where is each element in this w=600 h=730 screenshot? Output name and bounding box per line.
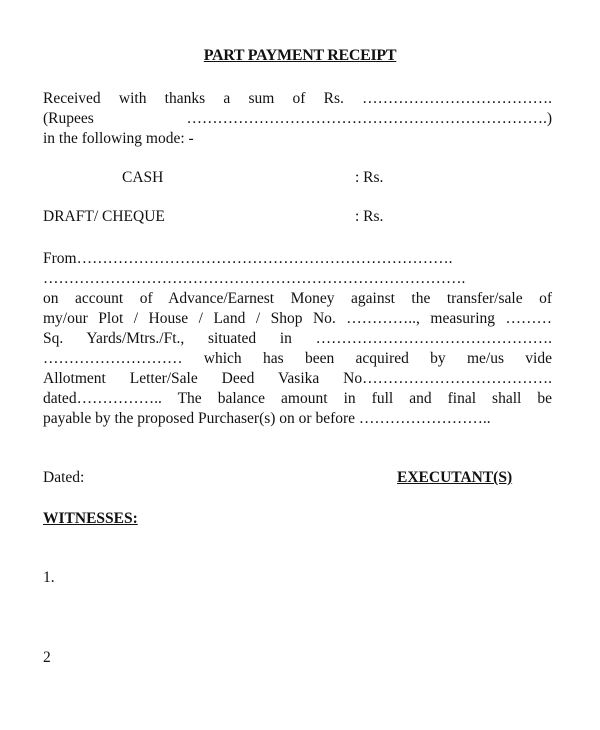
document-title: PART PAYMENT RECEIPT xyxy=(203,47,397,64)
witness-1-number: 1. xyxy=(43,569,55,586)
draft-cheque-label: DRAFT/ CHEQUE xyxy=(43,208,165,225)
account-line: on account of Advance/Earnest Money against the transfer/sale of xyxy=(43,290,552,307)
plot-line: my/our Plot / House / Land / Shop No. ………….., measuring ……… xyxy=(43,310,552,327)
from-continuation-line: ………………………………………………………………………. xyxy=(43,270,466,287)
witness-2-number: 2 xyxy=(43,649,51,666)
from-line: From………………………………………………………………. xyxy=(43,250,453,267)
acquired-line: ……………………… which has been acquired by me/us vide xyxy=(43,350,552,367)
received-line: Received with thanks a sum of Rs. ………………………………. xyxy=(43,90,552,107)
allotment-line: Allotment Letter/Sale Deed Vasika No………………………………. xyxy=(43,370,552,387)
rupees-line: (Rupees …………………………………………………………….) xyxy=(43,110,552,127)
mode-intro-line: in the following mode: - xyxy=(43,130,194,147)
executant-label: EXECUTANT(S) xyxy=(397,469,513,486)
payable-line: payable by the proposed Purchaser(s) on or before …………………….. xyxy=(43,410,491,427)
draft-rs-label: : Rs. xyxy=(355,208,384,225)
dated-balance-line: dated…………….. The balance amount in full and final shall be xyxy=(43,390,552,407)
dated-label: Dated: xyxy=(43,469,85,486)
cash-label: CASH xyxy=(122,169,164,186)
witnesses-heading: WITNESSES: xyxy=(43,510,138,527)
situated-line: Sq. Yards/Mtrs./Ft., situated in ………………………………………. xyxy=(43,330,552,347)
cash-rs-label: : Rs. xyxy=(355,169,384,186)
